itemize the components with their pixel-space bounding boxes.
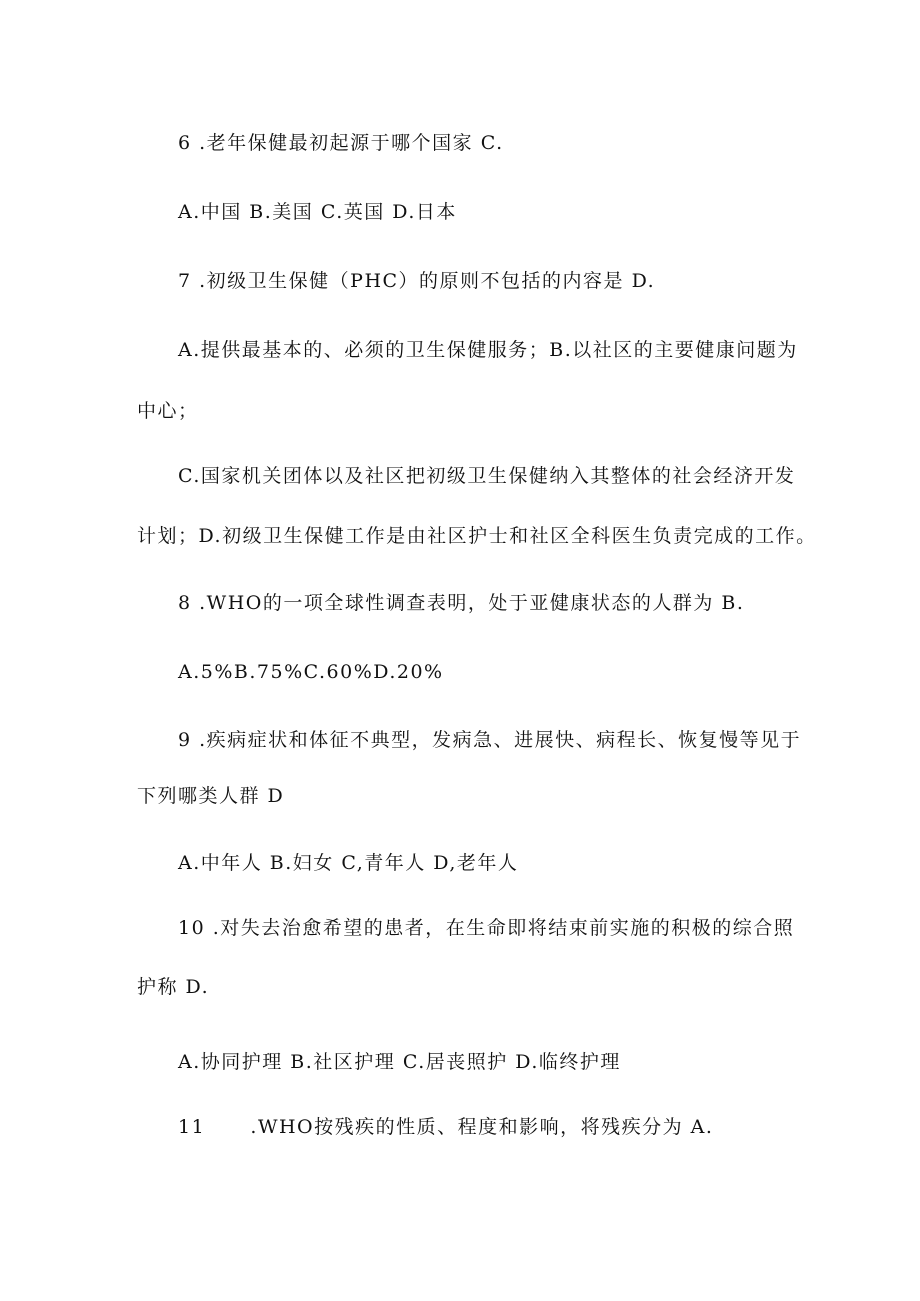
question-9-text-line-2: 下列哪类人群 D [137,785,285,807]
question-7-text: 7 .初级卫生保健（PHC）的原则不包括的内容是 D. [178,270,656,292]
question-6-options: A.中国 B.美国 C.英国 D.日本 [178,201,457,223]
question-11-text: 11 .WHO按残疾的性质、程度和影响，将残疾分为 A. [178,1116,714,1138]
question-7-options-line-3: C.国家机关团体以及社区把初级卫生保健纳入其整体的社会经济开发 [178,465,796,487]
question-10-text-line-1: 10 .对失去治愈希望的患者，在生命即将结束前实施的积极的综合照 [178,917,795,939]
question-7-options-line-2: 中心； [137,400,199,422]
question-10-text-line-2: 护称 D. [137,976,210,998]
question-8-options: A.5%B.75%C.60%D.20% [178,661,444,683]
question-9-text-line-1: 9 .疾病症状和体征不典型，发病急、进展快、病程长、恢复慢等见于 [178,729,802,751]
question-6-text: 6 .老年保健最初起源于哪个国家 C. [178,132,504,154]
question-10-options: A.协同护理 B.社区护理 C.居丧照护 D.临终护理 [178,1051,621,1073]
question-7-options-line-4: 计划；D.初级卫生保健工作是由社区护士和社区全科医生负责完成的工作。 [137,525,817,547]
question-9-options: A.中年人 B.妇女 C,青年人 D,老年人 [178,852,519,874]
question-8-text: 8 .WHO的一项全球性调查表明，处于亚健康状态的人群为 B. [178,592,745,614]
question-7-options-line-1: A.提供最基本的、必须的卫生保健服务；B.以社区的主要健康问题为 [178,339,798,361]
